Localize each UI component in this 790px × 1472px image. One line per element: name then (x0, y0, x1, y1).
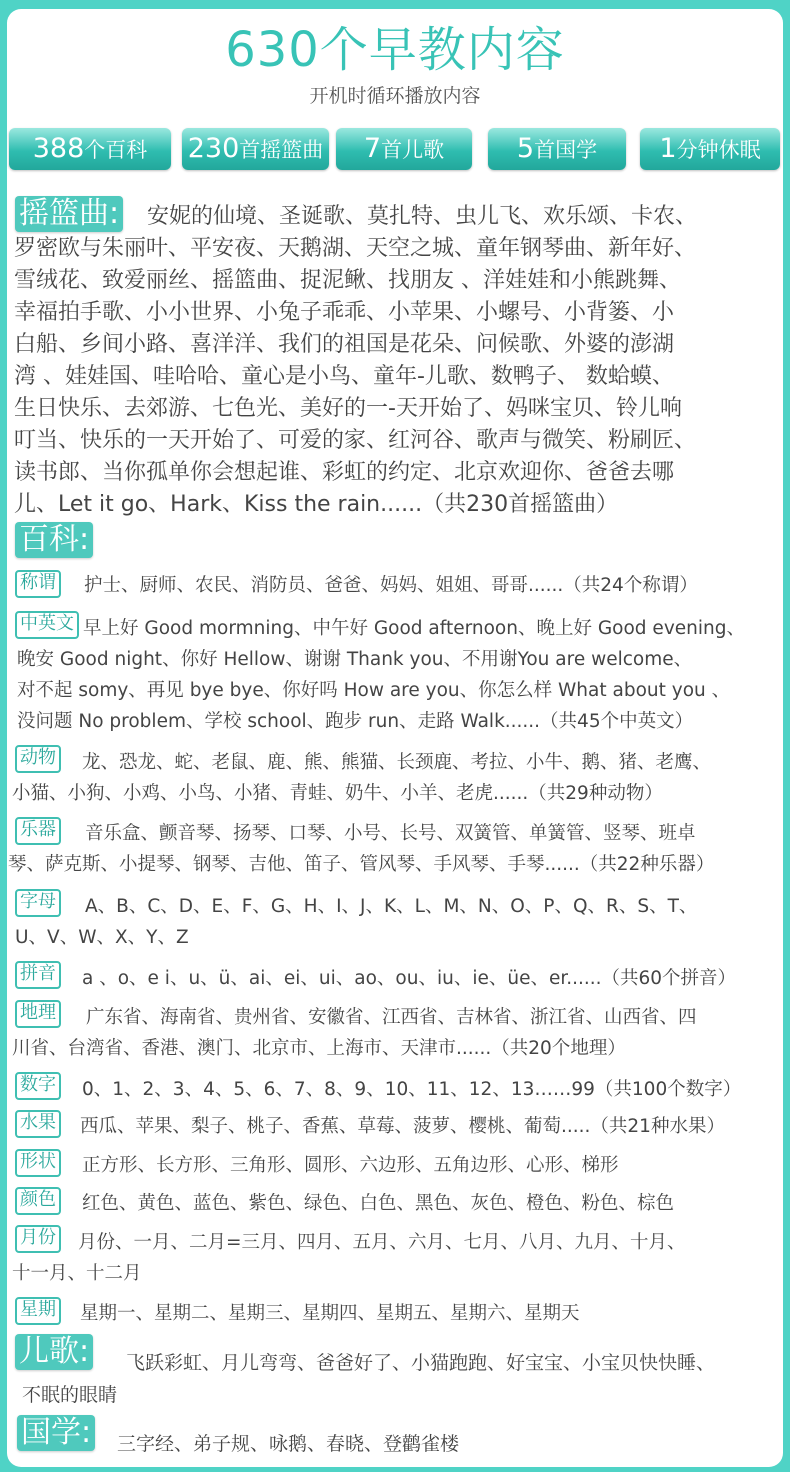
stat-unit: 分钟休眠 (676, 138, 761, 162)
category-tag-numbers: 数字 (15, 1072, 61, 1100)
category-line: 早上好 Good mormning、中午好 Good afternoon、晚上好 Good evening、 (83, 618, 745, 639)
classics-list (117, 1428, 459, 1460)
category-line: 龙、恐龙、蛇、老鼠、鹿、熊、熊猫、长颈鹿、考拉、小牛、鹅、猪、老鹰、 (82, 752, 712, 773)
category-items-pinyin (82, 963, 736, 994)
category-line: 西瓜、苹果、梨子、桃子、香蕉、草莓、菠萝、樱桃、葡萄.....（共21种水果） (80, 1116, 725, 1137)
lullaby-line: 罗密欧与朱丽叶、平安夜、天鹅湖、天空之城、童年钢琴曲、新年好、 (14, 236, 697, 261)
stat-number: 230 (187, 133, 240, 164)
category-tag-weekdays: 星期 (15, 1297, 61, 1325)
lullaby-line: 读书郎、当你孤单你会想起谁、彩虹的约定、北京欢迎你、爸爸去哪 (14, 460, 675, 485)
category-items-numbers (82, 1074, 741, 1105)
category-tag-fruits: 水果 (15, 1110, 61, 1138)
lullaby-line: 生日快乐、去郊游、七色光、美好的一-天开始了、妈咪宝贝、铃儿响 (14, 396, 682, 421)
nursery-heading: 儿歌: (15, 1334, 93, 1370)
category-items-titles (84, 570, 698, 601)
stat-badge-lullabies (182, 128, 329, 170)
category-line: 正方形、长方形、三角形、圆形、六边形、五角边形、心形、梯形 (82, 1155, 619, 1176)
stat-unit: 个百科 (84, 138, 148, 162)
stat-number: 5 (516, 133, 535, 164)
category-tag-animals: 动物 (15, 745, 61, 773)
stat-number: 7 (363, 133, 382, 164)
stat-number: 1 (659, 133, 677, 164)
encyclopedia-heading: 百科: (15, 522, 93, 558)
category-tag-geography: 地理 (15, 1000, 61, 1028)
category-line: 音乐盒、颤音琴、扬琴、口琴、小号、长号、双簧管、单簧管、竖琴、班卓 (85, 823, 696, 844)
lullaby-line: 湾 、娃娃国、哇哈哈、童心是小鸟、童年-儿歌、数鸭子、 数蛤蟆、 (14, 364, 674, 389)
category-line: 没问题 No problem、学校 school、跑步 run、走路 Walk......（共45个中英文） (17, 711, 694, 732)
category-tag-instruments: 乐器 (15, 817, 61, 845)
nursery-line: 飞跃彩虹、月儿弯弯、爸爸好了、小猫跑跑、好宝宝、小宝贝快快睡、 (126, 1352, 716, 1374)
lullaby-line: 幸福拍手歌、小小世界、小兔子乖乖、小苹果、小螺号、小背篓、小 (14, 300, 675, 325)
lullaby-line: 安妮的仙境、圣诞歌、莫扎特、虫儿飞、欢乐颂、卡农、 (147, 204, 698, 229)
page-subtitle: 开机时循环播放内容 (309, 85, 481, 107)
lullaby-line: 雪绒花、致爱丽丝、摇篮曲、捉泥鳅、找朋友 、洋娃娃和小熊跳舞、 (14, 268, 681, 293)
category-items-letters (15, 891, 697, 953)
category-line: 对不起 somy、再见 bye bye、你好吗 How are you、你怎么样 What about you 、 (17, 680, 731, 701)
stat-number: 388 (32, 133, 85, 164)
category-items-months (12, 1227, 686, 1289)
stat-unit: 首摇篮曲 (239, 138, 324, 162)
lullaby-line: 白船、乡间小路、喜洋洋、我们的祖国是花朵、问候歌、外婆的澎湖 (14, 332, 675, 357)
category-items-bilingual (17, 613, 745, 737)
category-tag-bilingual: 中英文 (15, 611, 79, 639)
category-items-animals (12, 747, 711, 809)
classics-heading: 国学: (17, 1415, 95, 1451)
stat-badge-sleep (640, 128, 780, 170)
category-items-colors (82, 1188, 674, 1219)
nursery-line: 不眠的眼睛 (22, 1384, 118, 1406)
category-line: A、B、C、D、E、F、G、H、I、J、K、L、M、N、O、P、Q、R、S、T、 (85, 896, 698, 917)
category-line: 月份、一月、二月=三月、四月、五月、六月、七月、八月、九月、十月、 (78, 1232, 686, 1253)
lullaby-line: 叮当、快乐的一天开始了、可爱的家、红河谷、歌声与微笑、粉刷匠、 (14, 428, 697, 453)
category-tag-months: 月份 (15, 1225, 61, 1253)
category-line: 0、1、2、3、4、5、6、7、8、9、10、11、12、13……99（共100个数字） (82, 1079, 742, 1100)
category-line: 琴、萨克斯、小提琴、钢琴、吉他、笛子、管风琴、手风琴、手琴......（共22种乐器） (8, 854, 715, 875)
category-tag-titles: 称谓 (15, 570, 61, 598)
category-line: a 、o、e i、u、ü、ai、ei、ui、ao、ou、iu、ie、üe、er......（共60个拼音） (82, 968, 737, 989)
nursery-list (22, 1347, 715, 1411)
stat-badge-classics (488, 128, 626, 170)
category-line: 十一月、十二月 (12, 1263, 142, 1284)
category-line: 护士、厨师、农民、消防员、爸爸、妈妈、姐姐、哥哥......（共24个称谓） (84, 575, 698, 596)
category-line: U、V、W、X、Y、Z (15, 927, 189, 948)
category-tag-pinyin: 拼音 (15, 961, 61, 989)
category-items-geography (12, 1002, 697, 1064)
lullaby-heading: 摇篮曲: (15, 196, 123, 232)
stat-unit: 首儿歌 (381, 138, 445, 162)
category-line: 星期一、星期二、星期三、星期四、星期五、星期六、星期天 (80, 1303, 580, 1324)
category-line: 晚安 Good night、你好 Hellow、谢谢 Thank you、不用谢You are welcome、 (17, 649, 693, 670)
category-line: 红色、黄色、蓝色、紫色、绿色、白色、黑色、灰色、橙色、粉色、棕色 (82, 1193, 675, 1214)
category-tag-colors: 颜色 (15, 1187, 61, 1215)
stat-badge-encyclopedia (9, 128, 171, 170)
lullaby-list (14, 201, 697, 521)
category-line: 广东省、海南省、贵州省、安徽省、江西省、吉林省、浙江省、山西省、四 (86, 1007, 697, 1028)
stat-unit: 首国学 (534, 138, 598, 162)
lullaby-line: 儿、Let it go、Hark、Kiss the rain......（共230首摇篮曲） (14, 492, 619, 517)
category-line: 小猫、小狗、小鸡、小鸟、小猪、青蛙、奶牛、小羊、老虎......（共29种动物） (12, 783, 663, 804)
category-items-weekdays (80, 1298, 580, 1329)
category-items-instruments (8, 818, 714, 880)
category-items-fruits (80, 1111, 725, 1142)
page-title: 630个早教内容 (225, 22, 565, 78)
category-tag-letters: 字母 (15, 889, 61, 917)
category-line: 川省、台湾省、香港、澳门、北京市、上海市、天津市......（共20个地理） (12, 1038, 626, 1059)
stat-badge-nursery (336, 128, 472, 170)
category-tag-shapes: 形状 (15, 1149, 61, 1177)
stats-row (0, 128, 790, 172)
classics-line: 三字经、弟子规、咏鹅、春晓、登鹳雀楼 (117, 1433, 460, 1455)
category-items-shapes (82, 1150, 619, 1181)
